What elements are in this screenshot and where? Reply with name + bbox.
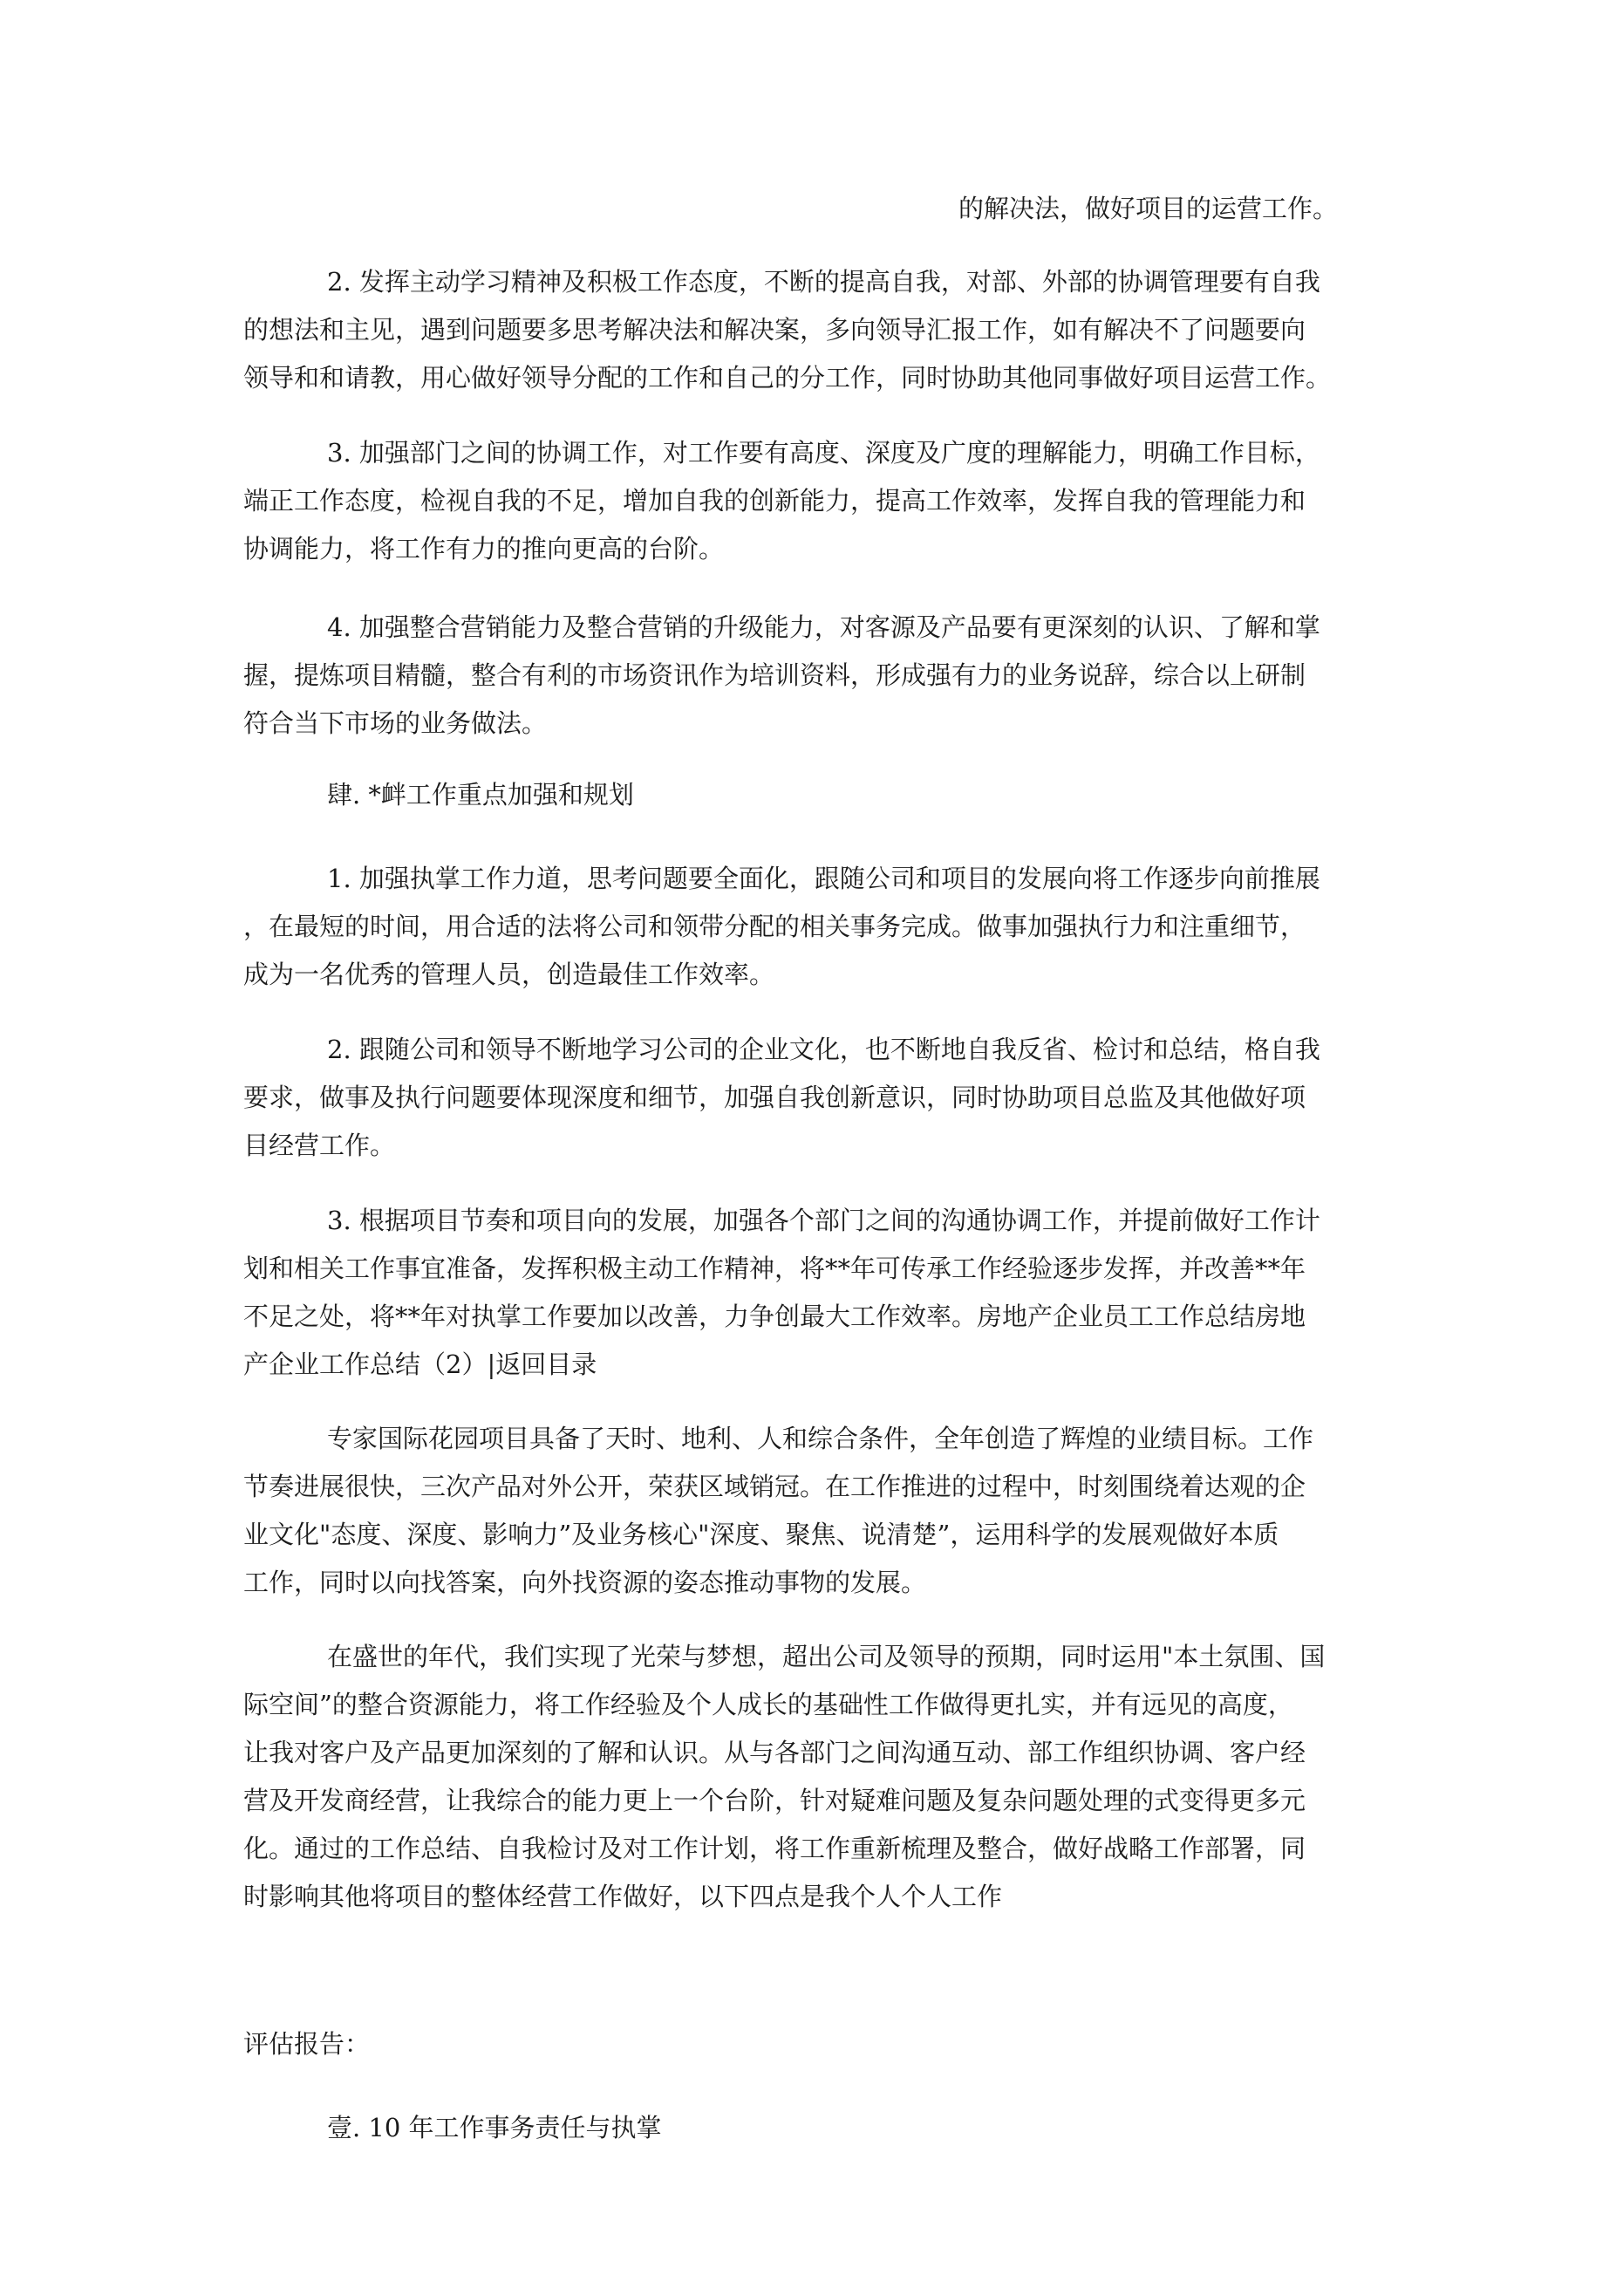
text-line: 工作，同时以向找答案，向外找资源的姿态推动事物的发展。 bbox=[243, 1568, 927, 1597]
text-line: 4. 加强整合营销能力及整合营销的升级能力，对客源及产品要有更深刻的认识、了解和掌 bbox=[327, 612, 1320, 642]
text-line: 2. 发挥主动学习精神及积极工作态度，不断的提高自我，对部、外部的协调管理要有自我 bbox=[327, 267, 1320, 297]
text-line: 化。通过的工作总结、自我检讨及对工作计划，将工作重新梳理及整合，做好战略工作部署，同 bbox=[243, 1834, 1306, 1863]
paragraph-3-3 bbox=[243, 429, 1414, 573]
paragraph-summary-1 bbox=[243, 1415, 1414, 1607]
text-line: 目经营工作。 bbox=[243, 1131, 396, 1160]
paragraph-4-3 bbox=[243, 1197, 1414, 1389]
text-line: 领导和和请教，用心做好领导分配的工作和自己的分工作，同时协助其他同事做好项目运营工作。 bbox=[243, 363, 1332, 393]
heading-line: 壹. 10 年工作事务责任与执掌 bbox=[327, 2113, 662, 2142]
text-line: 时影响其他将项目的整体经营工作做好，以下四点是我个人个人工作 bbox=[243, 1882, 1003, 1911]
paragraph-3-2 bbox=[243, 258, 1414, 402]
text-line: 3. 加强部门之间的协调工作，对工作要有高度、深度及广度的理解能力，明确工作目标， bbox=[327, 438, 1320, 468]
text-line: 的想法和主见，遇到问题要多思考解决法和解决案，多向领导汇报工作，如有解决不了问题要向 bbox=[243, 315, 1306, 345]
text-line: 营及开发商经营，让我综合的能力更上一个台阶，针对疑难问题及复杂问题处理的式变得更多元 bbox=[243, 1786, 1306, 1815]
text-line: 在盛世的年代，我们实现了光荣与梦想，超出公司及领导的预期，同时运用"本土氛围、国 bbox=[327, 1642, 1326, 1671]
text-line: 协调能力，将工作有力的推向更高的台阶。 bbox=[243, 534, 725, 564]
section-4-heading bbox=[243, 771, 1414, 819]
text-line: 划和相关工作事宜准备，发挥积极主动工作精神，将**年可传承工作经验逐步发挥，并改善**年 bbox=[243, 1254, 1306, 1283]
paragraph-4-2 bbox=[243, 1026, 1414, 1170]
section-1-heading bbox=[243, 2104, 1414, 2152]
text-line: 业文化"态度、深度、影响力”及业务核心"深度、聚焦、说清楚”，运用科学的发展观做好本质 bbox=[243, 1520, 1279, 1549]
text-line: 3. 根据项目节奏和项目向的发展，加强各个部门之间的沟通协调工作，并提前做好工作计 bbox=[327, 1206, 1320, 1235]
text-line: 产企业工作总结（2）|返回目录 bbox=[243, 1350, 597, 1379]
text-line: 让我对客户及产品更加深刻的了解和认识。从与各部门之间沟通互动、部工作组织协调、客户经 bbox=[243, 1738, 1306, 1767]
continuation-line bbox=[958, 185, 1412, 233]
text-line: 际空间”的整合资源能力，将工作经验及个人成长的基础性工作做得更扎实，并有远见的高度， bbox=[243, 1690, 1293, 1719]
text-line: 的解决法，做好项目的运营工作。 bbox=[958, 194, 1339, 223]
paragraph-4-1 bbox=[243, 855, 1414, 999]
text-line: 成为一名优秀的管理人员，创造最佳工作效率。 bbox=[243, 960, 775, 989]
text-line: 节奏进展很快，三次产品对外公开，荣获区域销冠。在工作推进的过程中，时刻围绕着达观的企 bbox=[243, 1472, 1306, 1501]
heading-line: 肆. *衅工作重点加强和规划 bbox=[327, 780, 634, 810]
text-line: 1. 加强执掌工作力道，思考问题要全面化，跟随公司和项目的发展向将工作逐步向前推展 bbox=[327, 864, 1320, 893]
report-label bbox=[243, 2020, 1414, 2068]
text-line: 专家国际花园项目具备了天时、地利、人和综合条件，全年创造了辉煌的业绩目标。工作 bbox=[327, 1424, 1314, 1453]
text-line: 不足之处，将**年对执掌工作要加以改善，力争创最大工作效率。房地产企业员工工作总结房地 bbox=[243, 1302, 1306, 1331]
label-line: 评估报告： bbox=[243, 2029, 371, 2059]
text-line: 要求，做事及执行问题要体现深度和细节，加强自我创新意识，同时协助项目总监及其他做好项 bbox=[243, 1083, 1306, 1112]
text-line: ，在最短的时间，用合适的法将公司和领带分配的相关事务完成。做事加强执行力和注重细节， bbox=[243, 912, 1306, 941]
text-line: 2. 跟随公司和领导不断地学习公司的企业文化，也不断地自我反省、检讨和总结，格自我 bbox=[327, 1035, 1320, 1064]
text-line: 握，提炼项目精髓，整合有利的市场资讯作为培训资料，形成强有力的业务说辞，综合以上研制 bbox=[243, 660, 1306, 690]
text-line: 端正工作态度，检视自我的不足，增加自我的创新能力，提高工作效率，发挥自我的管理能力和 bbox=[243, 486, 1306, 516]
text-line: 符合当下市场的业务做法。 bbox=[243, 708, 548, 738]
paragraph-summary-2 bbox=[243, 1633, 1414, 1921]
paragraph-3-4 bbox=[243, 604, 1414, 748]
